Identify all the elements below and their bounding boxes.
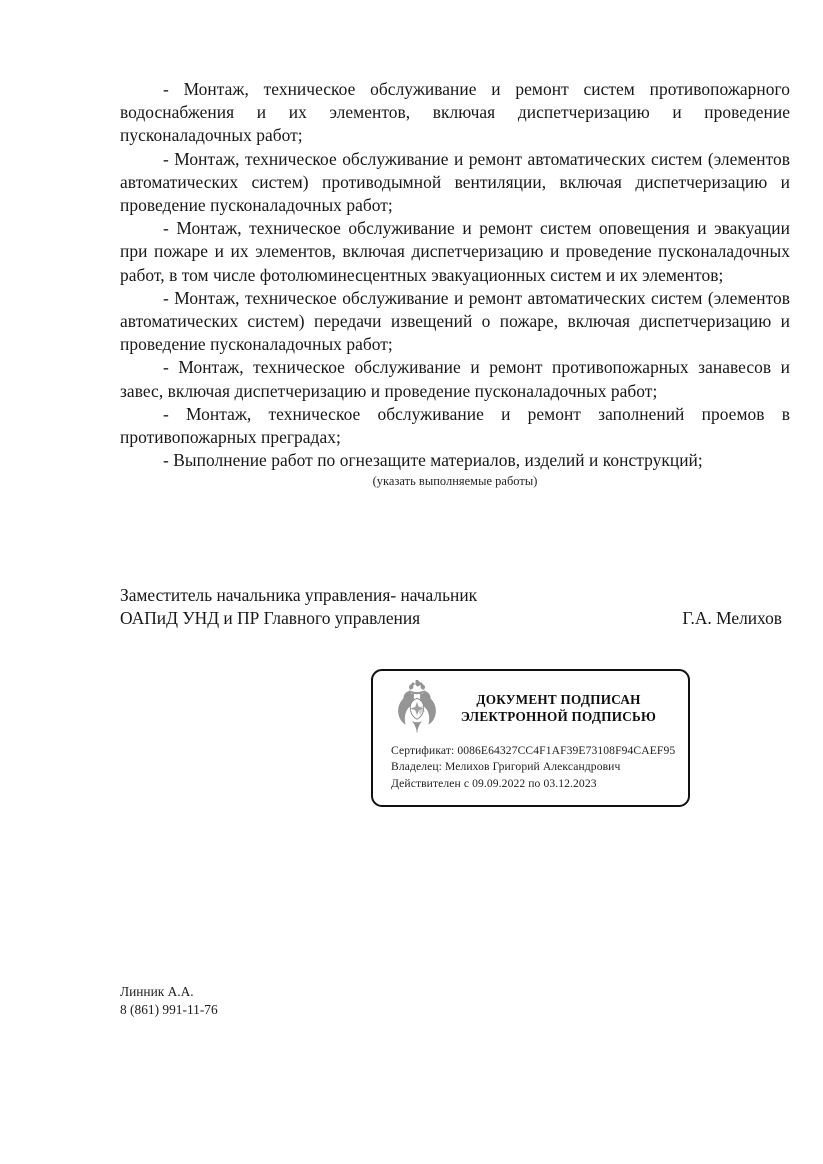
stamp-header	[373, 671, 688, 735]
certificate-validity: Действителен с 09.09.2022 по 03.12.2023	[391, 776, 597, 790]
stamp-heading-line-2: ЭЛЕКТРОННОЙ ПОДПИСЬЮ	[460, 709, 657, 724]
list-item: - Выполнение работ по огнезащите материалов, изделий и конструкций;	[163, 450, 703, 471]
works-caption: (указать выполняемые работы)	[372, 474, 538, 489]
stamp-details	[373, 735, 688, 792]
executor-name: Линник А.А.	[120, 984, 194, 999]
signature-block	[120, 584, 782, 631]
signer-position-line-1: Заместитель начальника управления- начальник	[120, 585, 478, 605]
stamp-heading	[449, 691, 674, 726]
signer-name: Г.А. Мелихов	[682, 608, 782, 629]
list-item: - Монтаж, техническое обслуживание и ремонт систем противопожарного водоснабжения и их элементов, включая диспетчеризацию и проведение пусконаладочных работ;	[120, 79, 790, 146]
list-item: - Монтаж, техническое обслуживание и ремонт автоматических систем (элементов автоматических систем) передачи извещений о пожаре, включая диспетчеризацию и проведение пусконаладочных работ;	[120, 287, 790, 355]
stamp-heading-line-1: ДОКУМЕНТ ПОДПИСАН	[476, 691, 641, 707]
certificate-number: Сертификат: 0086E64327CC4F1AF39E73108F94CAEF95	[391, 744, 676, 757]
certificate-owner: Владелец: Мелихов Григорий Александрович	[391, 760, 621, 774]
list-item: - Монтаж, техническое обслуживание и ремонт систем оповещения и эвакуации при пожаре и их элементов, включая диспетчеризацию и проведение пусконаладочных работ, в том числе фотолюминесцентных эвакуационных систем и их элементов;	[120, 218, 790, 285]
list-item: - Монтаж, техническое обслуживание и ремонт противопожарных занавесов и завес, включая диспетчеризацию и проведение пусконаладочных работ;	[120, 357, 790, 401]
signer-position-line-2: ОАПиД УНД и ПР Главного управления	[120, 608, 421, 629]
executor-phone: 8 (861) 991-11-76	[120, 1002, 218, 1018]
emercom-double-headed-eagle-icon	[389, 680, 445, 736]
signer-row	[120, 607, 782, 630]
body-text-block	[120, 78, 790, 490]
footer-contact-block	[120, 983, 218, 1020]
electronic-signature-stamp	[371, 669, 690, 807]
list-item: - Монтаж, техническое обслуживание и ремонт автоматических систем (элементов автоматических систем) противодымной вентиляции, включая диспетчеризацию и проведение пусконаладочных работ;	[120, 148, 790, 216]
list-item: - Монтаж, техническое обслуживание и ремонт заполнений проемов в противопожарных преградах;	[120, 403, 790, 448]
